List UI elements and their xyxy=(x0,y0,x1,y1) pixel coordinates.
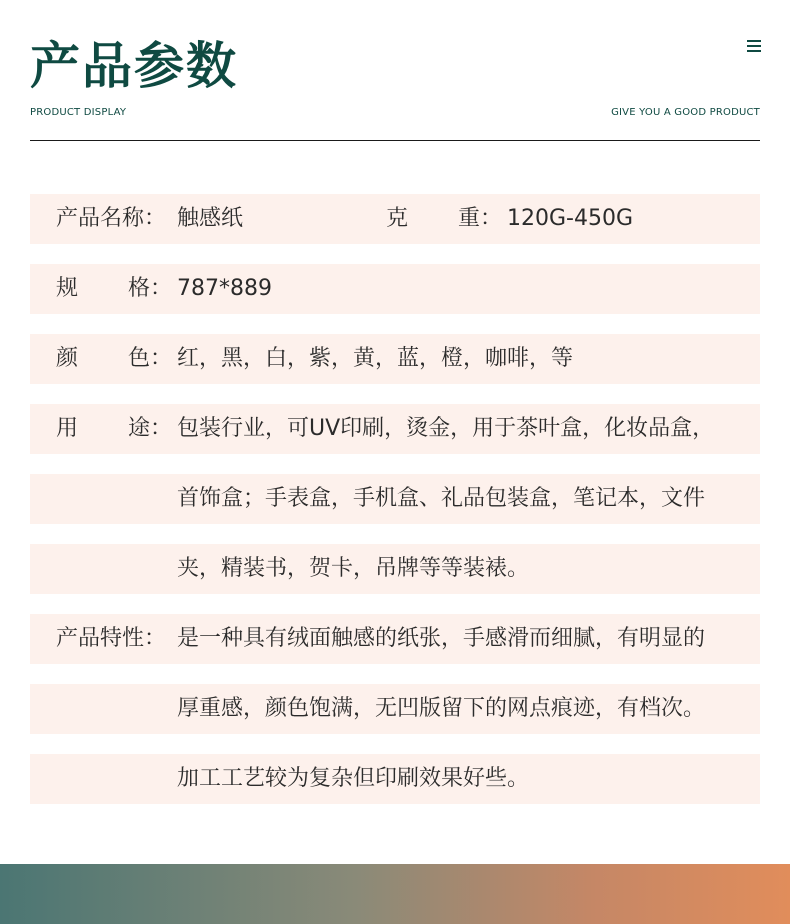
param-row-spec xyxy=(30,264,760,314)
spec-label-b: 格： xyxy=(128,276,173,301)
menu-icon-bar xyxy=(747,45,761,47)
param-row-use-cont xyxy=(30,544,760,594)
feature-line-3: 加工工艺较为复杂但印刷效果好些。 xyxy=(177,766,530,791)
feature-line-2: 厚重感，颜色饱满，无凹版留下的网点痕迹，有档次。 xyxy=(177,696,706,721)
param-row-color xyxy=(30,334,760,384)
menu-icon-bar xyxy=(747,40,761,42)
use-line-2: 首饰盒；手表盒，手机盒、礼品包装盒，笔记本，文件 xyxy=(177,486,706,511)
spec-label-a: 规 xyxy=(56,276,79,301)
menu-icon-bar xyxy=(747,50,761,52)
weight-label-b: 重： xyxy=(458,206,503,231)
param-row-feature-cont xyxy=(30,754,760,804)
name-value: 触感纸 xyxy=(177,206,244,231)
subtitle-right: GIVE YOU A GOOD PRODUCT xyxy=(611,107,760,118)
spec-value: 787*889 xyxy=(177,276,272,301)
use-label-b: 途： xyxy=(128,416,173,441)
subtitle-left: PRODUCT DISPLAY xyxy=(30,107,127,118)
footer-gradient-bar xyxy=(0,864,790,924)
use-line-3: 夹，精装书，贺卡，吊牌等等装裱。 xyxy=(177,556,530,581)
param-row-feature-cont xyxy=(30,684,760,734)
color-label-b: 色： xyxy=(128,346,173,371)
param-row-use xyxy=(30,404,760,454)
color-value: 红，黑，白，紫，黄，蓝，橙，咖啡，等 xyxy=(177,346,574,371)
param-row-name-weight xyxy=(30,194,760,244)
use-line-1: 包装行业，可UV印刷，烫金，用于茶叶盒，化妆品盒， xyxy=(177,416,715,441)
color-label-a: 颜 xyxy=(56,346,79,371)
weight-value: 120G-450G xyxy=(507,206,634,231)
name-label: 产品名称： xyxy=(56,206,167,231)
feature-line-1: 是一种具有绒面触感的纸张，手感滑而细腻，有明显的 xyxy=(177,626,706,651)
header-divider xyxy=(30,140,760,141)
param-row-use-cont xyxy=(30,474,760,524)
feature-label: 产品特性： xyxy=(56,626,167,651)
page-title: 产品参数 xyxy=(30,37,238,95)
menu-icon[interactable] xyxy=(747,40,761,52)
use-label-a: 用 xyxy=(56,416,79,441)
weight-label-a: 克 xyxy=(386,206,409,231)
param-row-feature xyxy=(30,614,760,664)
